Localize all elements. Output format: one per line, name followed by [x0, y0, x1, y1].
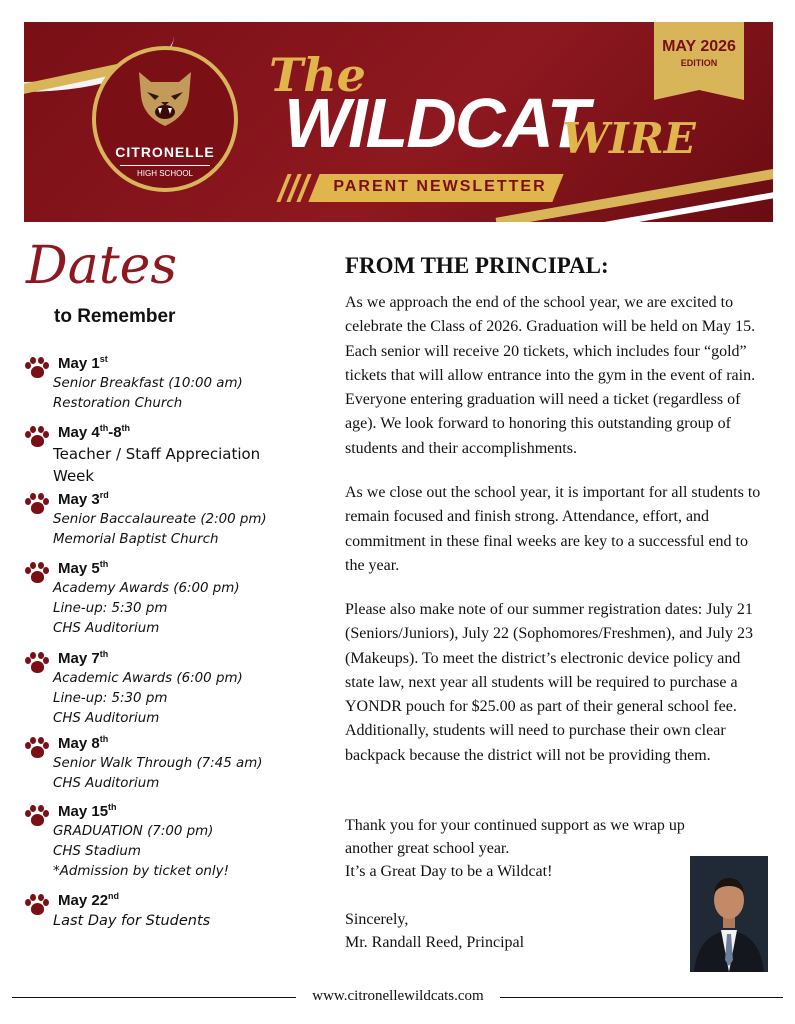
event-detail: GRADUATION (7:00 pm)	[53, 824, 214, 839]
paw-icon	[24, 492, 50, 516]
dates-heading: Dates	[26, 236, 178, 296]
event-date: May 1st	[58, 354, 108, 372]
letter-paragraph: As we close out the school year, it is important for all students to remain focused and finish strong. Attendance, effort, and commitment in these final weeks are key to a successful end to the year.	[345, 484, 761, 574]
paw-icon	[24, 561, 50, 585]
letter-thanks: Thank you for your continued support as we wrap up	[345, 817, 685, 834]
event-detail: Memorial Baptist Church	[53, 532, 219, 547]
dates-subheading: to Remember	[54, 306, 176, 327]
letter-thanks: another great school year.	[345, 840, 510, 857]
event-detail: Senior Breakfast (10:00 am)	[53, 376, 243, 391]
event-date: May 3rd	[58, 490, 109, 508]
event-detail: Academic Awards (6:00 pm)	[53, 671, 243, 686]
edition-tag	[654, 22, 744, 90]
event-date: May 15th	[58, 802, 117, 820]
event-detail: CHS Stadium	[53, 844, 141, 859]
logo-school-name: CITRONELLE	[115, 144, 215, 160]
letter-signature: Mr. Randall Reed, Principal	[345, 934, 525, 951]
principal-photo	[690, 856, 768, 972]
event-detail: Last Day for Students	[53, 913, 211, 929]
masthead-the: The	[269, 48, 366, 102]
logo-school-sub: HIGH SCHOOL	[120, 165, 210, 178]
masthead-wire: WIRE	[562, 114, 696, 163]
newsletter-banner	[24, 22, 773, 222]
event-detail: CHS Auditorium	[53, 711, 160, 726]
event-detail: Line-up: 5:30 pm	[53, 691, 168, 706]
event-detail: Senior Walk Through (7:45 am)	[53, 756, 263, 771]
letter-motto: It’s a Great Day to be a Wildcat!	[345, 863, 553, 880]
paw-icon	[24, 651, 50, 675]
paw-icon	[24, 736, 50, 760]
paw-icon	[24, 356, 50, 380]
footer-divider	[12, 997, 296, 998]
event-detail: Teacher / Staff Appreciation	[53, 445, 261, 463]
footer-website-link[interactable]: www.citronellewildcats.com	[312, 988, 484, 1004]
banner-subtitle: PARENT NEWSLETTER	[333, 178, 547, 195]
edition-label: EDITION	[680, 58, 718, 68]
event-detail: Restoration Church	[53, 396, 183, 411]
edition-month: MAY 2026	[662, 38, 736, 55]
event-date: May 5th	[58, 559, 109, 577]
school-logo	[92, 46, 238, 192]
event-date: May 8th	[58, 734, 109, 752]
event-detail: *Admission by ticket only!	[53, 864, 229, 879]
principal-heading: FROM THE PRINCIPAL:	[345, 253, 609, 278]
event-detail: Week	[53, 467, 95, 485]
footer-divider	[500, 997, 783, 998]
event-detail: Senior Baccalaureate (2:00 pm)	[53, 512, 267, 527]
wildcat-mascot-icon	[133, 68, 197, 128]
paw-icon	[24, 425, 50, 449]
letter-paragraph: Please also make note of our summer registration dates: July 21 (Seniors/Juniors), July 22 (Sophomores/Freshmen), and July 23 (Makeups). To meet the district’s electronic device policy and state law, next year all students will be required to purchase a YONDR pouch for $25.00 as part of their general school fee. Additionally, students will need to purchase their own clear backpack because the district will not be providing them.	[345, 601, 753, 764]
principal-portrait-icon	[690, 856, 768, 972]
event-detail: Line-up: 5:30 pm	[53, 601, 168, 616]
event-detail: CHS Auditorium	[53, 776, 160, 791]
masthead-title: WILDCAT	[284, 84, 588, 162]
paw-icon	[24, 804, 50, 828]
paw-icon	[24, 893, 50, 917]
event-detail: Academy Awards (6:00 pm)	[53, 581, 240, 596]
event-date: May 4th-8th	[58, 423, 131, 441]
event-date: May 22nd	[58, 891, 120, 909]
event-detail: CHS Auditorium	[53, 621, 160, 636]
letter-signoff: Sincerely,	[345, 911, 409, 928]
event-date: May 7th	[58, 649, 109, 667]
letter-paragraph: As we approach the end of the school year, we are excited to celebrate the Class of 2026. Graduation will be held on May 15. Each senior will receive 20 tickets, which includes four “gold” tickets that will allow entrance into the gym in the event of rain. Everyone entering graduation will need a ticket (regardless of age). We look forward to honoring this outstanding group of students and their accomplishments.	[345, 294, 756, 457]
